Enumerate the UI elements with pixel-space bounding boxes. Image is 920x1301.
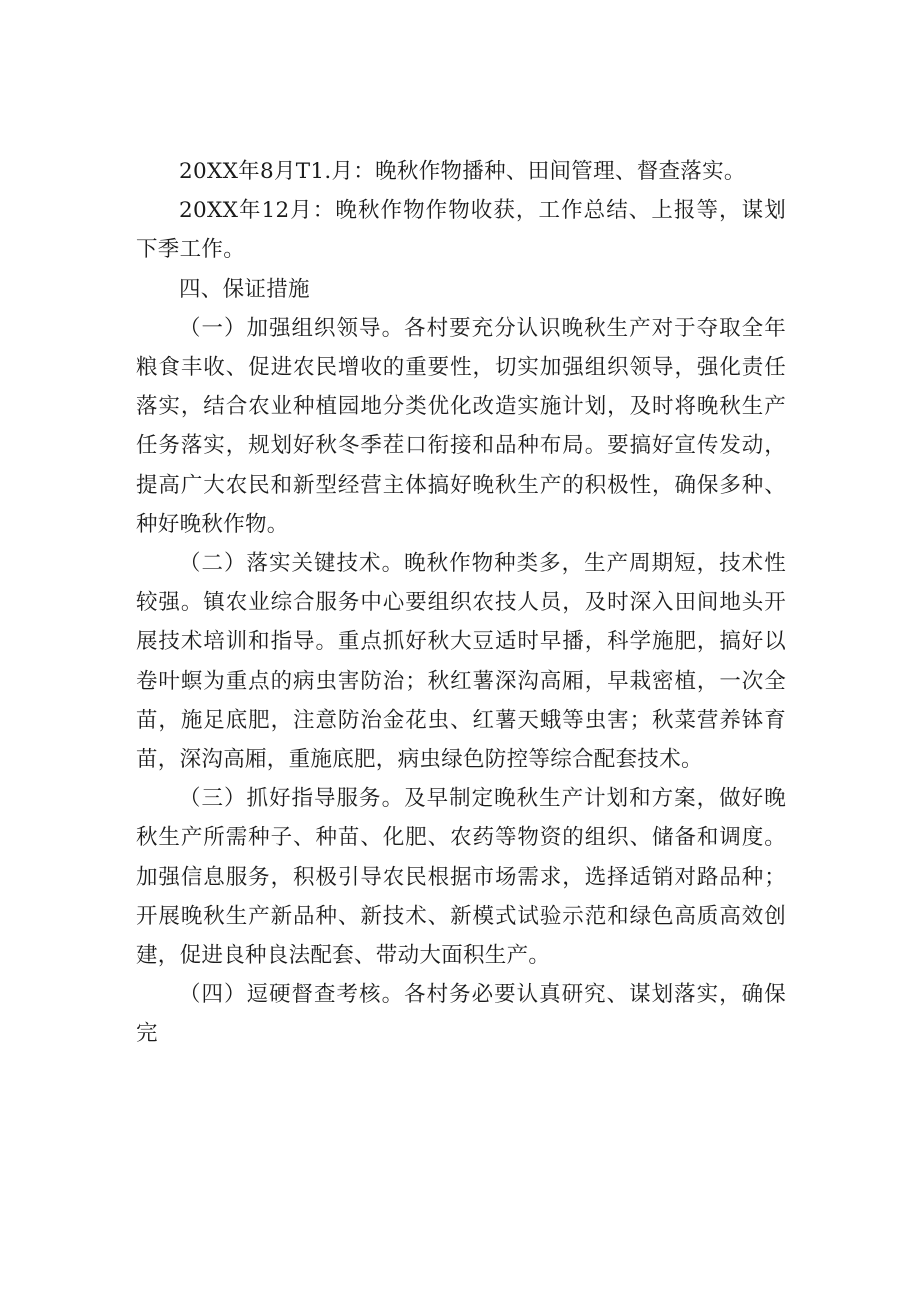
measure-paragraph-1: （一）加强组织领导。各村要充分认识晚秋生产对于夺取全年粮食丰收、促进农民增收的重要性，切实加强组织领导，强化责任落实，结合农业种植园地分类优化改造实施计划，及时将晚秋生产任务落实，规划好秋冬季茬口衔接和品种布局。要搞好宣传发动，提高广大农民和新型经营主体搞好晚秋生产的积极性，确保多种、种好晚秋作物。 [136, 315, 786, 537]
section-heading-guarantee-measures: 四、保证措施 [179, 276, 310, 302]
document-body [136, 152, 786, 1054]
measure-paragraph-3: （三）抓好指导服务。及早制定晚秋生产计划和方案，做好晚秋生产所需种子、种苗、化肥、农药等物资的组织、储备和调度。加强信息服务，积极引导农民根据市场需求，选择适销对路品种；开展晚秋生产新品种、新技术、新模式试验示范和绿色高质高效创建，促进良种良法配套、带动大面积生产。 [136, 786, 786, 969]
schedule-paragraph-december: 20XX年12月：晚秋作物作物收获，工作总结、上报等，谋划下季工作。 [136, 198, 786, 263]
measure-paragraph-2: （二）落实关键技术。晚秋作物种类多，生产周期短，技术性较强。镇农业综合服务中心要组织农技人员，及时深入田间地头开展技术培训和指导。重点抓好秋大豆适时早播，科学施肥，搞好以卷叶螟为重点的病虫害防治；秋红薯深沟高厢，早栽密植，一次全苗，施足底肥，注意防治金花虫、红薯天蛾等虫害；秋菜营养钵育苗，深沟高厢，重施底肥，病虫绿色防控等综合配套技术。 [136, 551, 786, 773]
schedule-paragraph-august: 20XX年8月T1.月：晚秋作物播种、田间管理、督查落实。 [179, 159, 746, 184]
measure-paragraph-4: （四）逗硬督查考核。各村务必要认真研究、谋划落实，确保完 [136, 982, 786, 1047]
